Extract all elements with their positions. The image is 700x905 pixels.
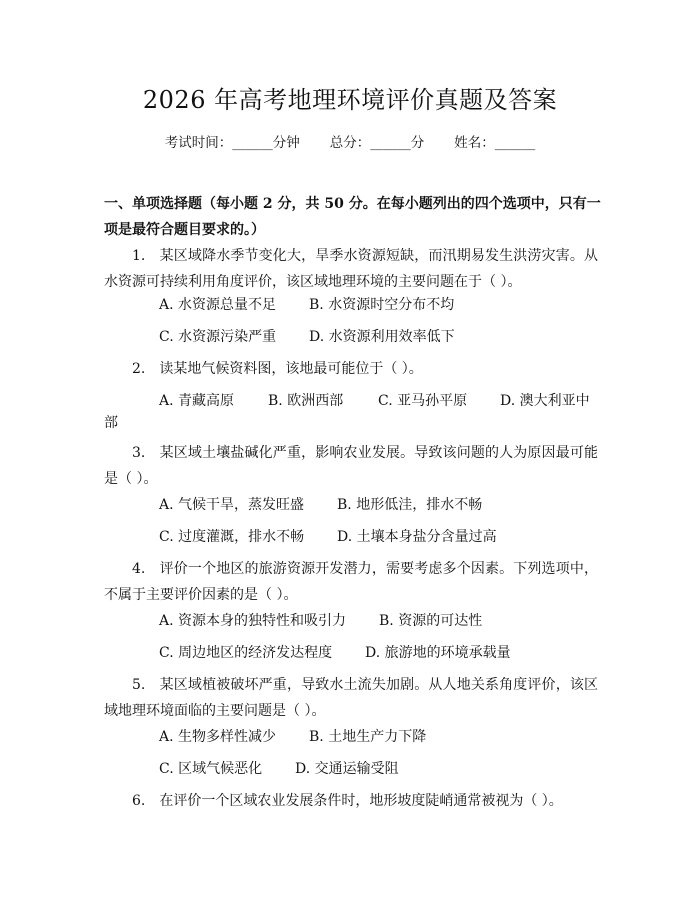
option-d: D. 土壤本身盐分含量过高 xyxy=(337,529,497,545)
option-d: D. 澳大利亚中 xyxy=(500,393,590,409)
question-6: 6. 在评价一个区域农业发展条件时，地形坡度陡峭通常被视为（ ）。 xyxy=(132,793,563,809)
question-3: 3. 某区域土壤盐碱化严重，影响农业发展。导致该问题的人为原因最可能是（ ）。 xyxy=(104,445,598,487)
question-5-options-row-1 xyxy=(159,724,426,750)
option-d: D. 交通运输受阻 xyxy=(295,761,399,777)
question-3-options-row-2 xyxy=(159,524,497,550)
exam-meta xyxy=(0,131,700,151)
page-title: 2026 年高考地理环境评价真题及答案 xyxy=(142,86,558,114)
option-a: A. 水资源总量不足 xyxy=(159,297,277,313)
question-1-options-row-2 xyxy=(159,324,455,350)
student-name-field: 姓名：______ xyxy=(454,135,536,151)
option-b: B. 水资源时空分布不均 xyxy=(309,297,455,313)
option-d: D. 旅游地的环境承载量 xyxy=(365,645,511,661)
option-b: B. 欧洲西部 xyxy=(268,393,344,409)
question-4-options-row-2 xyxy=(159,640,511,666)
question-2-option-d-wrap: 部 xyxy=(104,415,118,431)
option-b: B. 地形低洼，排水不畅 xyxy=(337,497,483,513)
option-a: A. 资源本身的独特性和吸引力 xyxy=(159,613,347,629)
option-a: A. 生物多样性减少 xyxy=(159,729,277,745)
question-2: 2. 读某地气候资料图，该地最可能位于（ ）。 xyxy=(132,361,423,377)
question-4: 4. 评价一个地区的旅游资源开发潜力，需要考虑多个因素。下列选项中，不属于主要评价因素的是（ ）。 xyxy=(104,561,598,603)
option-b: B. 资源的可达性 xyxy=(379,613,483,629)
question-5: 5. 某区域植被破坏严重，导致水土流失加剧。从人地关系角度评价，该区域地理环境面临的主要问题是（ ）。 xyxy=(104,677,598,719)
option-c: C. 亚马孙平原 xyxy=(378,393,468,409)
question-1: 1. 某区域降水季节变化大，旱季水资源短缺，而汛期易发生洪涝灾害。从水资源可持续利用角度评价，该区域地理环境的主要问题在于（ ）。 xyxy=(104,248,598,290)
option-b: B. 土地生产力下降 xyxy=(309,729,427,745)
question-2-options-row xyxy=(159,388,590,414)
option-c: C. 周边地区的经济发达程度 xyxy=(159,645,333,661)
option-a: A. 气候干旱，蒸发旺盛 xyxy=(159,497,305,513)
option-c: C. 区域气候恶化 xyxy=(159,761,263,777)
section-heading: 一、单项选择题（每小题 2 分，共 50 分。在每小题列出的四个选项中，只有一项是最符合题目要求的。） xyxy=(104,196,601,238)
question-1-options-row-1 xyxy=(159,292,454,318)
total-score-field: 总分：______分 xyxy=(329,135,425,151)
question-3-options-row-1 xyxy=(159,492,482,518)
question-4-options-row-1 xyxy=(159,608,482,634)
question-5-options-row-2 xyxy=(159,756,399,782)
option-a: A. 青藏高原 xyxy=(159,393,235,409)
exam-time-field: 考试时间：______分钟 xyxy=(164,135,300,151)
option-c: C. 过度灌溉，排水不畅 xyxy=(159,529,305,545)
option-c: C. 水资源污染严重 xyxy=(159,329,277,345)
option-d: D. 水资源利用效率低下 xyxy=(309,329,455,345)
